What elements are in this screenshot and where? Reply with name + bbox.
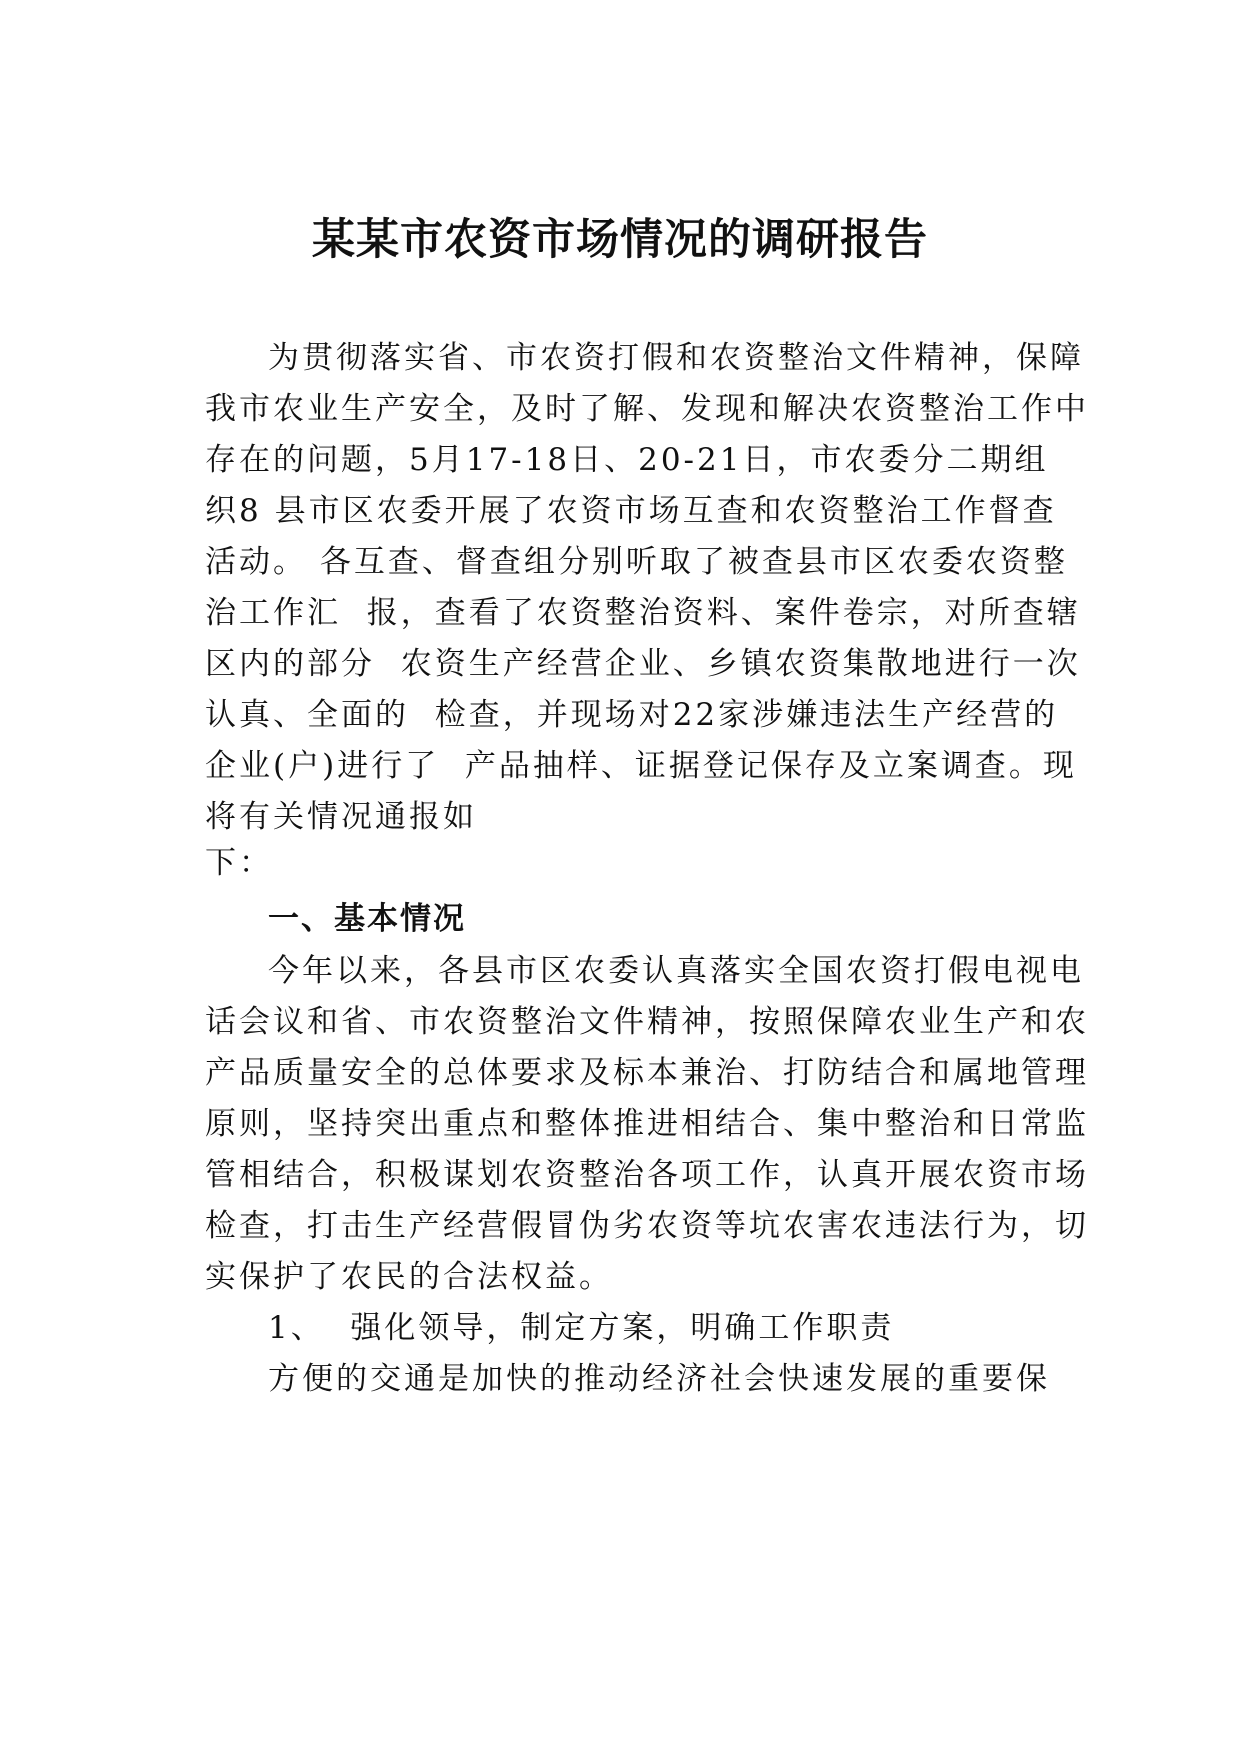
subsection-heading: 1、 强化领导，制定方案，明确工作职责 bbox=[268, 1310, 895, 1346]
section-line: 话会议和省、市农资整治文件精神，按照保障农业生产和农 bbox=[205, 1004, 1089, 1040]
intro-line: 治工作汇 报，查看了农资整治资料、案件卷宗，对所查辖 bbox=[205, 595, 1081, 631]
intro-line: 我市农业生产安全，及时了解、发现和解决农资整治工作中 bbox=[205, 391, 1089, 427]
intro-line: 存在的问题，5月17-18日、20-21日，市农委分二期组 bbox=[205, 442, 1049, 478]
intro-line: 企业(户)进行了 产品抽样、证据登记保存及立案调查。现 bbox=[205, 748, 1077, 784]
intro-line: 为贯彻落实省、市农资打假和农资整治文件精神，保障 bbox=[268, 340, 1084, 376]
section-heading: 一、基本情况 bbox=[268, 901, 466, 937]
intro-line: 下： bbox=[205, 845, 273, 881]
section-line: 产品质量安全的总体要求及标本兼治、打防结合和属地管理 bbox=[205, 1055, 1089, 1091]
section-line: 实保护了农民的合法权益。 bbox=[205, 1259, 613, 1295]
intro-line: 活动。 各互查、督查组分别听取了被查县市区农委农资整 bbox=[205, 544, 1068, 580]
section-line: 检查，打击生产经营假冒伪劣农资等坑农害农违法行为，切 bbox=[205, 1208, 1089, 1244]
intro-line: 织8 县市区农委开展了农资市场互查和农资整治工作督查 bbox=[205, 493, 1057, 529]
intro-line: 将有关情况通报如 bbox=[205, 799, 477, 835]
intro-line: 认真、全面的 检查，并现场对22家涉嫌违法生产经营的 bbox=[205, 697, 1059, 733]
section-line: 今年以来，各县市区农委认真落实全国农资打假电视电 bbox=[268, 953, 1084, 989]
section-line: 管相结合，积极谋划农资整治各项工作，认真开展农资市场 bbox=[205, 1157, 1089, 1193]
document-title: 某某市农资市场情况的调研报告 bbox=[312, 215, 928, 265]
subsection-line: 方便的交通是加快的推动经济社会快速发展的重要保 bbox=[268, 1361, 1050, 1397]
intro-line: 区内的部分 农资生产经营企业、乡镇农资集散地进行一次 bbox=[205, 646, 1081, 682]
section-line: 原则，坚持突出重点和整体推进相结合、集中整治和日常监 bbox=[205, 1106, 1089, 1142]
